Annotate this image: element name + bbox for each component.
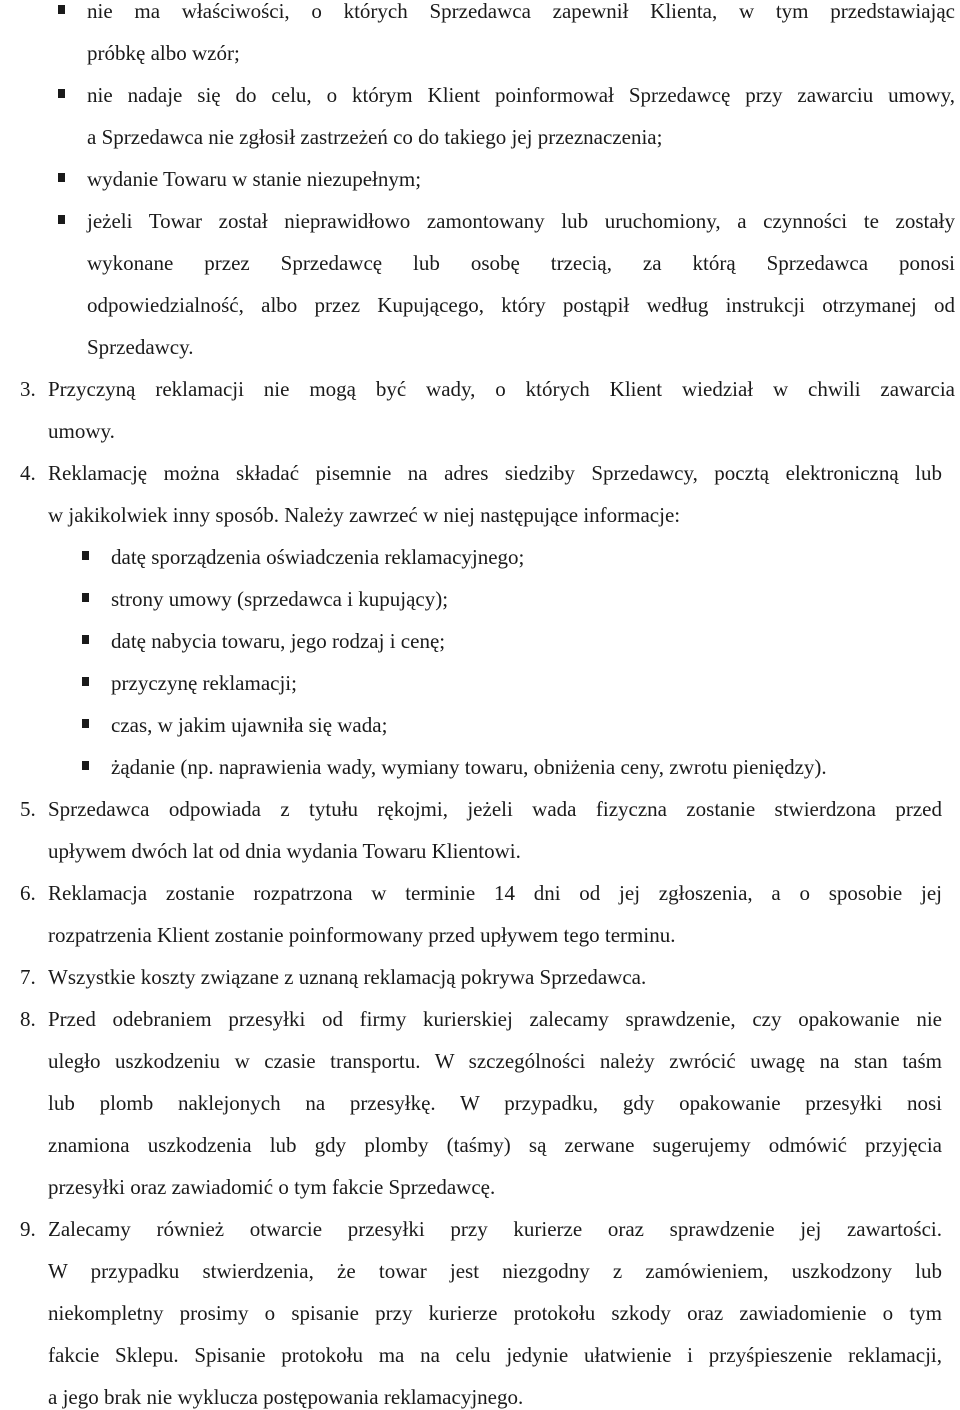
item-number: 9. xyxy=(20,1217,36,1241)
item-number: 5. xyxy=(20,797,36,821)
bullet-marker xyxy=(82,551,89,560)
item-number: 4. xyxy=(20,461,36,485)
item3-line1: Przyczyną reklamacji nie mogą być wady, o których Klient wiedział w chwili zawarcia xyxy=(48,377,955,401)
item8-line5: przesyłki oraz zawiadomić o tym fakcie Sprzedawcę. xyxy=(48,1175,496,1199)
item9-line4: fakcie Sklepu. Spisanie protokołu ma na celu jedynie ułatwienie i przyśpieszenie reklamacji, xyxy=(48,1343,942,1367)
bullet-a1-line2: próbkę albo wzór; xyxy=(87,41,240,65)
item6-line1: Reklamacja zostanie rozpatrzona w terminie 14 dni od jej zgłoszenia, a o sposobie jej xyxy=(48,881,942,905)
bullet-marker xyxy=(58,89,65,98)
item9-line1: Zalecamy również otwarcie przesyłki przy kurierze oraz sprawdzenie jej zawartości. xyxy=(48,1217,942,1241)
bullet-b3: datę nabycia towaru, jego rodzaj i cenę; xyxy=(111,629,446,653)
bullet-b6: żądanie (np. naprawienia wady, wymiany towaru, obniżenia ceny, zwrotu pieniędzy). xyxy=(111,755,827,779)
bullet-a4-line2: wykonane przez Sprzedawcę lub osobę trzecią, za którą Sprzedawca ponosi xyxy=(87,251,955,275)
bullet-marker xyxy=(82,593,89,602)
item9-line2: W przypadku stwierdzenia, że towar jest niezgodny z zamówieniem, uszkodzony lub xyxy=(48,1259,942,1283)
bullet-a2-line2: a Sprzedawca nie zgłosił zastrzeżeń co do takiego jej przeznaczenia; xyxy=(87,125,663,149)
bullet-a2-line1: nie nadaje się do celu, o którym Klient poinformował Sprzedawcę przy zawarciu umowy, xyxy=(87,83,955,107)
item9-line5: a jego brak nie wyklucza postępowania reklamacyjnego. xyxy=(48,1385,524,1409)
item-number: 3. xyxy=(20,377,36,401)
bullet-marker xyxy=(58,5,65,14)
item4-line2: w jakikolwiek inny sposób. Należy zawrzeć w niej następujące informacje: xyxy=(48,503,681,527)
item5-line1: Sprzedawca odpowiada z tytułu rękojmi, jeżeli wada fizyczna zostanie stwierdzona przed xyxy=(48,797,942,821)
item-number: 6. xyxy=(20,881,36,905)
bullet-a4-line1: jeżeli Towar został nieprawidłowo zamontowany lub uruchomiony, a czynności te zostały xyxy=(87,209,955,233)
bullet-marker xyxy=(82,719,89,728)
item7-line1: Wszystkie koszty związane z uznaną reklamacją pokrywa Sprzedawca. xyxy=(48,965,647,989)
bullet-b2: strony umowy (sprzedawca i kupujący); xyxy=(111,587,449,611)
item8-line1: Przed odebraniem przesyłki od firmy kurierskiej zalecamy sprawdzenie, czy opakowanie nie xyxy=(48,1007,942,1031)
item4-line1: Reklamację można składać pisemnie na adres siedziby Sprzedawcy, pocztą elektroniczną lub xyxy=(48,461,942,485)
bullet-marker xyxy=(58,173,65,182)
item8-line3: lub plomb naklejonych na przesyłkę. W przypadku, gdy opakowanie przesyłki nosi xyxy=(48,1091,942,1115)
item9-line3: niekompletny prosimy o spisanie przy kurierze protokołu szkody oraz zawiadomienie o tym xyxy=(48,1301,942,1325)
bullet-a4-line3: odpowiedzialność, albo przez Kupującego, który postąpił według instrukcji otrzymanej od xyxy=(87,293,955,317)
bullet-marker xyxy=(82,761,89,770)
bullet-a4-line4: Sprzedawcy. xyxy=(87,335,194,359)
item8-line4: znamiona uszkodzenia lub gdy plomby (taśmy) są zerwane sugerujemy odmówić przyjęcia xyxy=(48,1133,942,1157)
item-number: 8. xyxy=(20,1007,36,1031)
bullet-b1: datę sporządzenia oświadczenia reklamacyjnego; xyxy=(111,545,525,569)
bullet-marker xyxy=(82,635,89,644)
bullet-b4: przyczynę reklamacji; xyxy=(111,671,297,695)
bullet-a1-line1: nie ma właściwości, o których Sprzedawca zapewnił Klienta, w tym przedstawiając xyxy=(87,0,955,23)
bullet-marker xyxy=(58,215,65,224)
bullet-b5: czas, w jakim ujawniła się wada; xyxy=(111,713,388,737)
item5-line2: upływem dwóch lat od dnia wydania Towaru Klientowi. xyxy=(48,839,521,863)
item3-line2: umowy. xyxy=(48,419,115,443)
bullet-a3-line1: wydanie Towaru w stanie niezupełnym; xyxy=(87,167,422,191)
item6-line2: rozpatrzenia Klient zostanie poinformowany przed upływem tego terminu. xyxy=(48,923,676,947)
item8-line2: uległo uszkodzeniu w czasie transportu. W szczególności należy zwrócić uwagę na stan taśm xyxy=(48,1049,942,1073)
bullet-marker xyxy=(82,677,89,686)
item-number: 7. xyxy=(20,965,36,989)
